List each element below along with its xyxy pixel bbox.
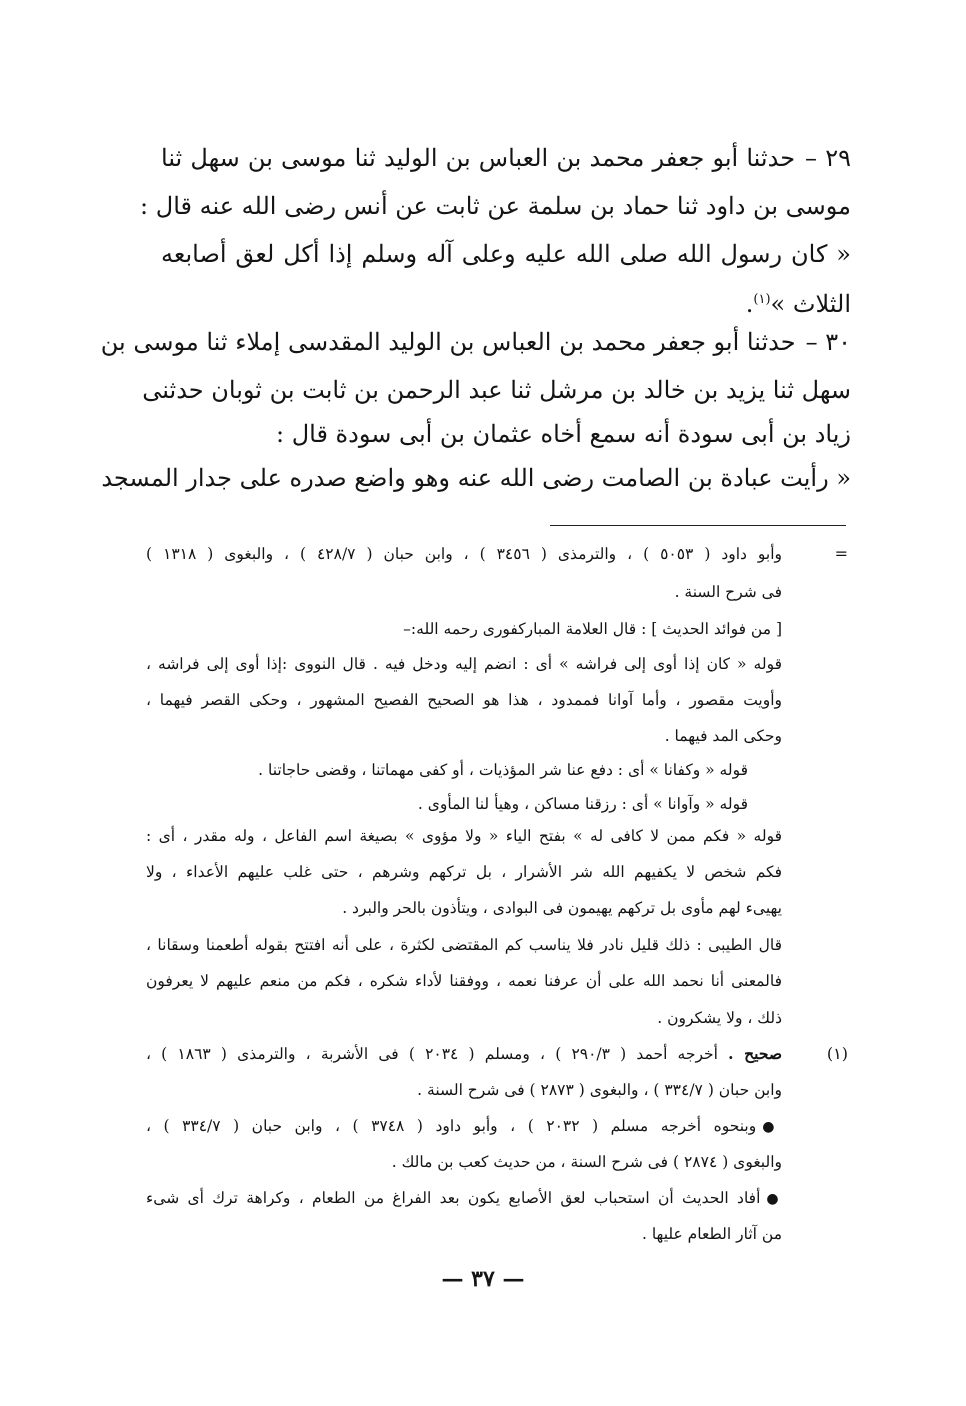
hadith-29-line-1 (161, 138, 851, 178)
footnote-line: قوله « وكفانا » أى : دفع عنا شر المؤذيات ، أو كفى مهماتنا ، وقضى حاجاتنا . (258, 761, 748, 779)
footnote-line: قوله « فكم ممن لا كافى له » بفتح الياء « ولا مؤوى » بصيغة اسم الفاعل ، وله مقدر ، أى : (146, 827, 782, 845)
hadith-29-line-4: الثلاث »$^{(١)}$. (745, 290, 851, 318)
hadith-29-line-3: « كان رسول الله صلى الله عليه وعلى آله وسلم إذا أكل لعق أصابعه (161, 240, 851, 268)
footnote-line: والبغوى ( ٢٨٧٤ ) فى شرح السنة ، من حديث كعب بن مالك . (391, 1153, 782, 1171)
footnote-line: قال الطيبى : ذلك قليل نادر فلا يناسب كم المقتضى لكثرة ، على أنه افتتح بقوله أطعمنا وسقانا ، (146, 936, 782, 954)
footnote-text: أفاد الحديث أن استحباب لعق الأصابع يكون بعد الفراغ من الطعام ، وكراهة ترك أى شىء (146, 1189, 761, 1207)
footnote-line: وأويت مقصور ، وأما آوانا فممدود ، هذا هو الصحيح الفصيح المشهور ، وحكى القصر فيهما ، (146, 691, 782, 709)
footnote-line: فالمعنى أنا نحمد الله على أن عرفنا نعمه ، ووفقنا لأداء شكره ، فكم من منعم عليهم لا يعرفون (146, 972, 782, 990)
footnote-line: فى شرح السنة . (674, 583, 782, 601)
footnote-text: أخرجه أحمد ( ٢٩٠/٣ ) ، ومسلم ( ٢٠٣٤ ) فى الأشربة ، والترمذى ( ١٨٦٣ ) ، (146, 1045, 718, 1063)
hadith-text: حدثنا أبو جعفر محمد بن العباس بن الوليد المقدسى إملاء ثنا موسى بن (100, 328, 796, 356)
footnote-line: وأبو داود ( ٥٠٥٣ ) ، والترمذى ( ٣٤٥٦ ) ، وابن حبان ( ٤٢٨/٧ ) ، والبغوى ( ١٣١٨ ) (146, 545, 782, 563)
footnote-line: ذلك ، ولا يشكرون . (657, 1009, 782, 1027)
footnote-line (146, 1112, 782, 1140)
hadith-number: ٣٠ – (805, 328, 851, 356)
bullet-icon: ● (766, 1191, 783, 1207)
footnote-number: (١) (826, 1044, 848, 1063)
hadith-30-line-1 (100, 322, 851, 362)
footnote-line: من آثار الطعام عليها . (641, 1225, 782, 1243)
footnote-line: وحكى المد فيهما . (664, 727, 782, 745)
footnote-line: قوله « وآوانا » أى : رزقنا مساكن ، وهيأ لنا المأوى . (417, 795, 748, 813)
hadith-text: الثلاث » (770, 290, 851, 318)
footnote-reference: (١) (753, 292, 771, 307)
hadith-29-line-2: موسى بن داود ثنا حماد بن سلمة عن ثابت عن أنس رضى الله عنه قال : (140, 192, 851, 220)
page-number: — ٣٧ — (441, 1266, 525, 1292)
footnote-line: [ من فوائد الحديث ] : قال العلامة المباركفورى رحمه الله:– (403, 620, 782, 638)
footnote-divider (550, 525, 846, 526)
footnote-continuation-mark: = (834, 544, 848, 563)
hadith-number: ٢٩ – (805, 144, 851, 172)
footnote-text: وبنحوه أخرجه مسلم ( ٢٠٣٢ ) ، وأبو داود ( ٣٧٤٨ ) ، وابن حبان ( ٣٣٤/٧ ) ، (146, 1117, 757, 1135)
footnote-line: قوله « كان إذا أوى إلى فراشه » أى : انضم إليه ودخل فيه . قال النووى :إذا أوى إلى فراشه ، (146, 655, 782, 673)
bullet-icon: ● (762, 1119, 783, 1135)
hadith-30-line-4: « رأيت عبادة بن الصامت رضى الله عنه وهو واضع صدره على جدار المسجد (101, 464, 851, 492)
footnote-line (146, 1040, 782, 1068)
hadith-30-line-3: زياد بن أبى سودة أنه سمع أخاه عثمان بن أبى سودة قال : (275, 420, 851, 448)
footnote-line: فكم شخص لا يكفيهم الله شر الأشرار ، بل تركهم وشرهم ، حتى غلب عليهم الأعداء ، ولا (146, 863, 782, 881)
hadith-text: حدثنا أبو جعفر محمد بن العباس بن الوليد ثنا موسى بن سهل ثنا (161, 144, 796, 172)
footnote-line (146, 1184, 782, 1212)
footnote-line: وابن حبان ( ٣٣٤/٧ ) ، والبغوى ( ٢٨٧٣ ) فى شرح السنة . (417, 1081, 782, 1099)
hadith-grade: صحيح . (728, 1044, 782, 1063)
footnote-line: يهيىء لهم مأوى بل تركهم يهيمون فى البوادى ، ويتأذون بالحر والبرد . (342, 899, 782, 917)
hadith-30-line-2: سهل ثنا يزيد بن خالد بن مرشل ثنا عبد الرحمن بن ثابت بن ثوبان حدثنى (142, 376, 851, 404)
